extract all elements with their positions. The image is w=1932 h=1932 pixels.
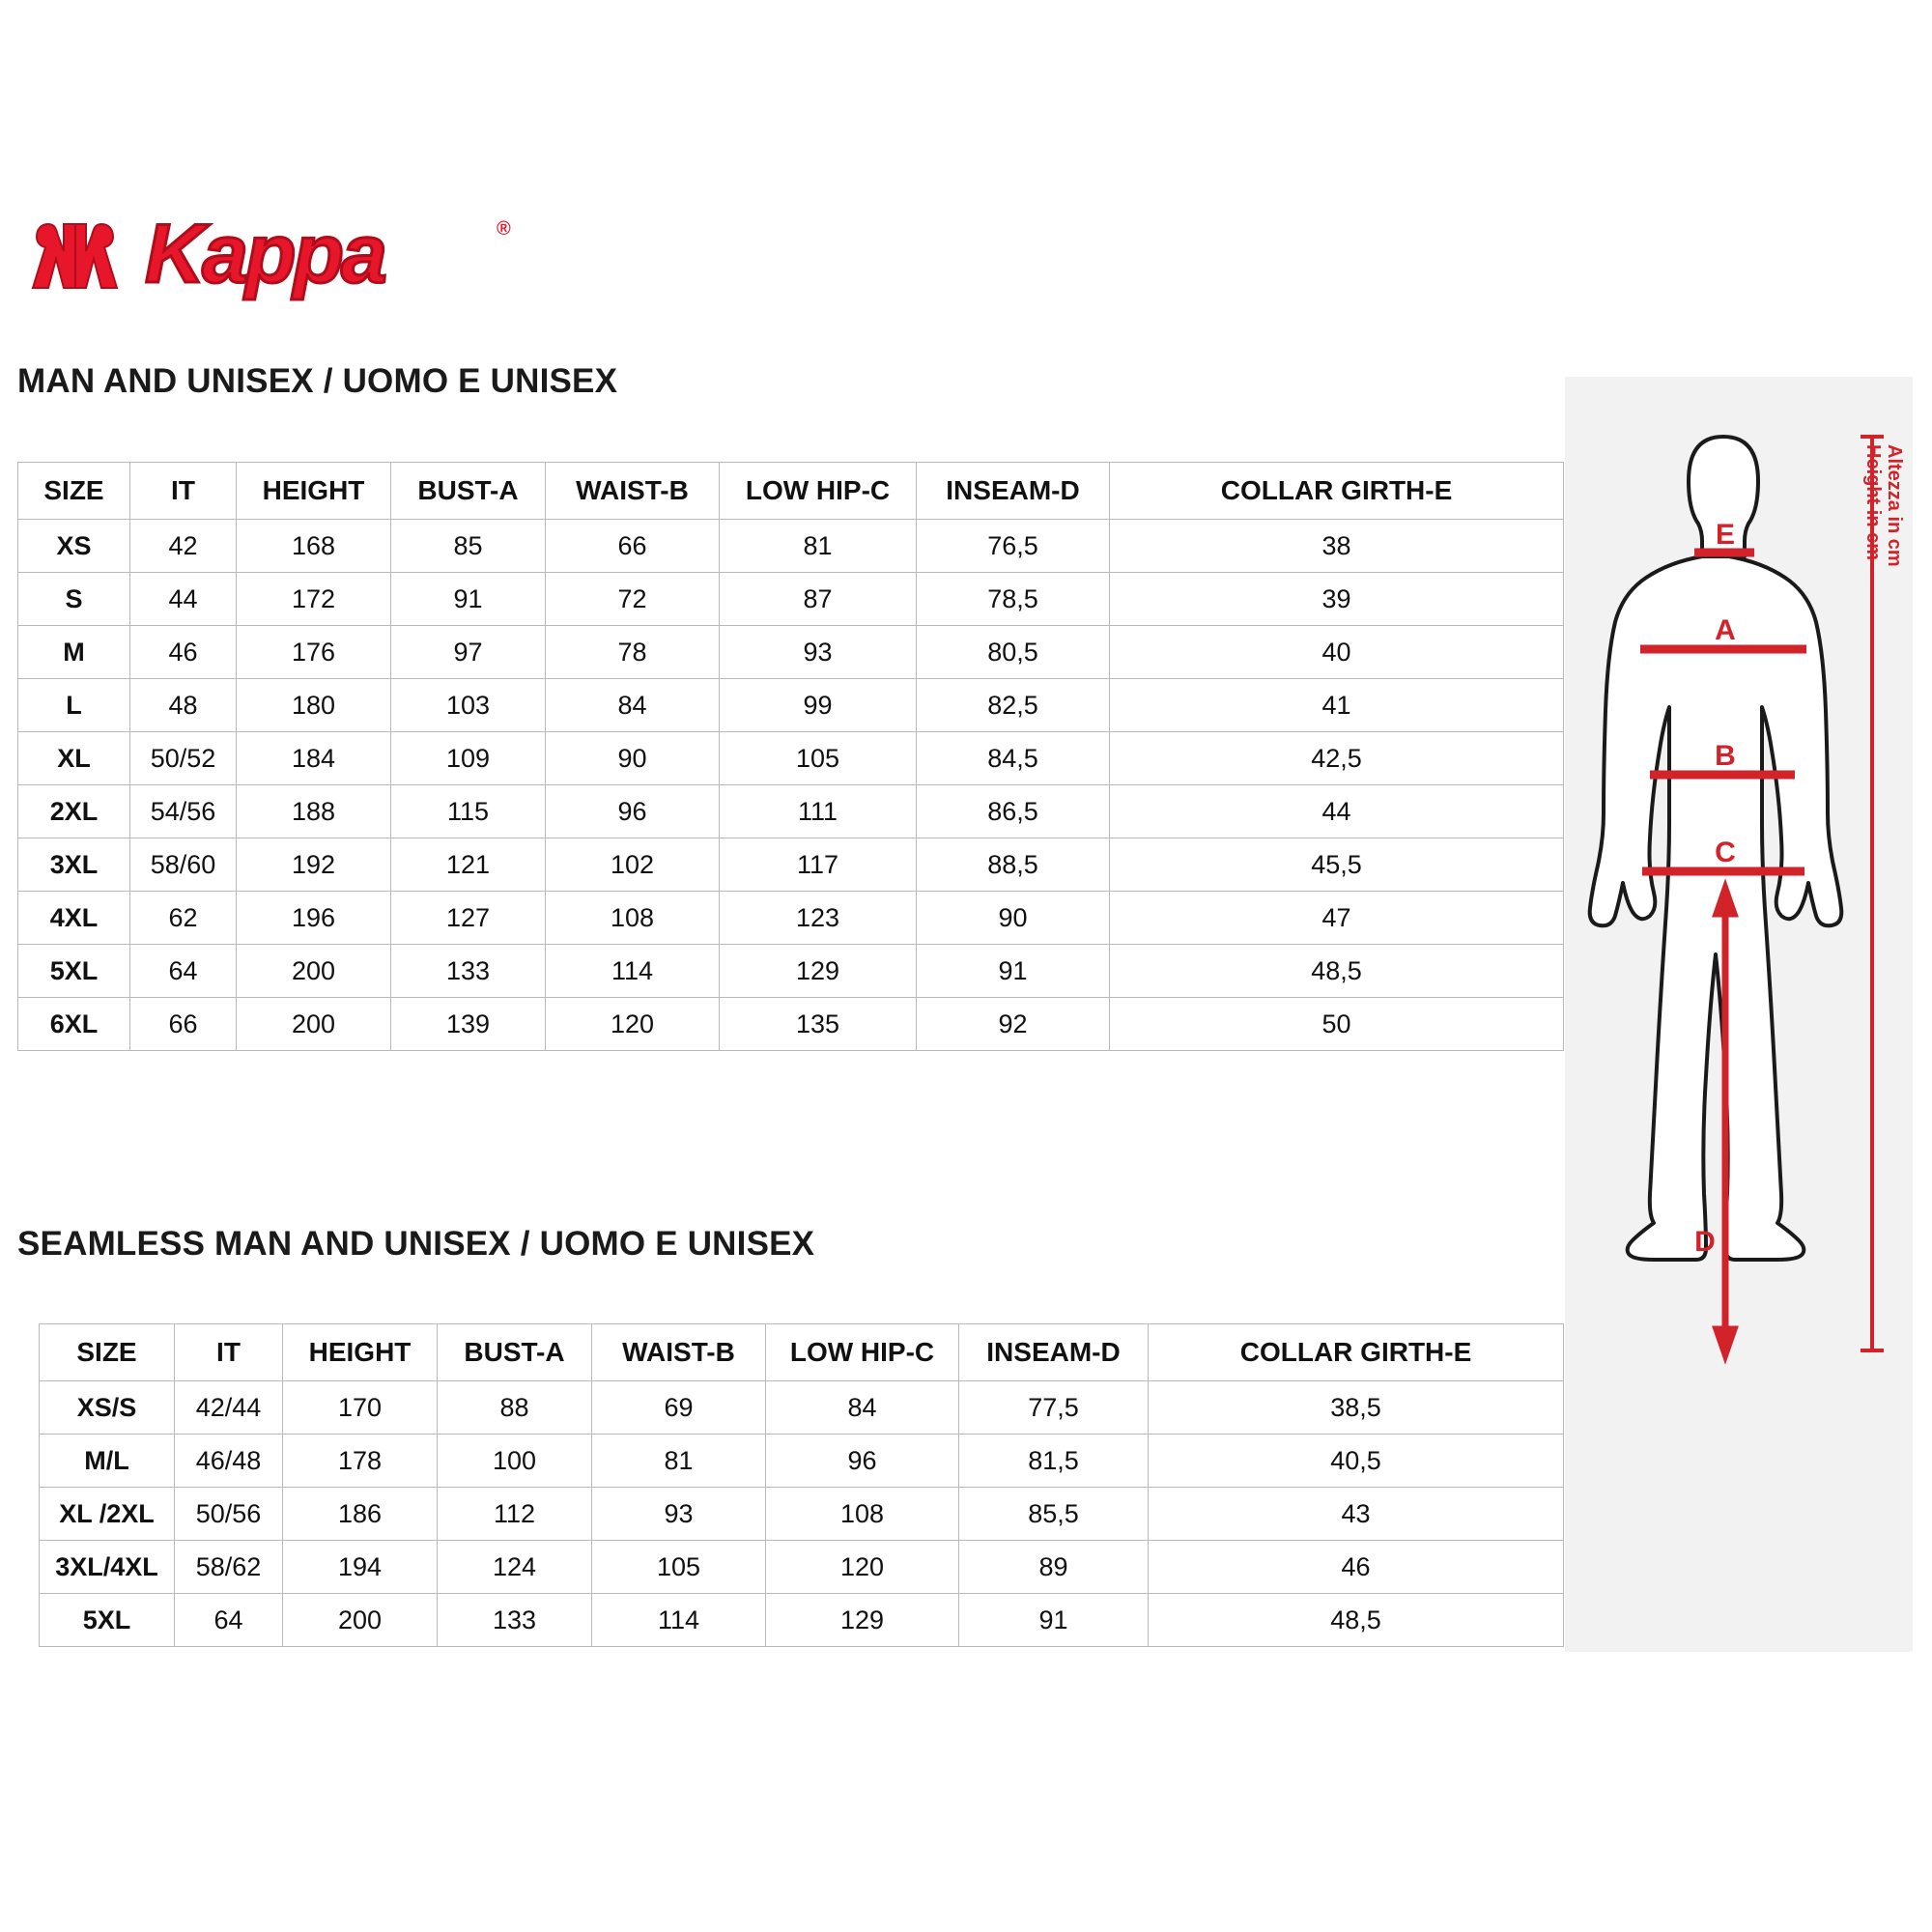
cell-inseam: 77,5 — [959, 1381, 1149, 1435]
cell-bust: 139 — [391, 998, 546, 1051]
cell-bust: 103 — [391, 679, 546, 732]
cell-low-hip: 129 — [766, 1594, 959, 1647]
section-title-seamless: SEAMLESS MAN AND UNISEX / UOMO E UNISEX — [17, 1225, 815, 1263]
brand-wordmark: Kappa — [145, 208, 384, 300]
column-header: LOW HIP-C — [766, 1324, 959, 1381]
cell-bust: 88 — [438, 1381, 592, 1435]
cell-size: 3XL/4XL — [40, 1541, 175, 1594]
column-header: WAIST-B — [592, 1324, 766, 1381]
column-header: WAIST-B — [546, 463, 720, 520]
marker-label-E: E — [1715, 519, 1736, 551]
cell-size: 2XL — [18, 785, 130, 838]
cell-height: 192 — [237, 838, 391, 892]
size-table-man — [17, 462, 1564, 1051]
cell-height: 170 — [283, 1381, 438, 1435]
cell-inseam: 85,5 — [959, 1488, 1149, 1541]
cell-it: 46 — [130, 626, 237, 679]
cell-it: 48 — [130, 679, 237, 732]
cell-size: 4XL — [18, 892, 130, 945]
cell-size: XS — [18, 520, 130, 573]
cell-low-hip: 105 — [720, 732, 917, 785]
cell-inseam: 76,5 — [917, 520, 1110, 573]
column-header: HEIGHT — [237, 463, 391, 520]
column-header: BUST-A — [391, 463, 546, 520]
cell-inseam: 78,5 — [917, 573, 1110, 626]
cell-height: 200 — [237, 945, 391, 998]
cell-size: 5XL — [18, 945, 130, 998]
cell-it: 64 — [130, 945, 237, 998]
cell-waist: 120 — [546, 998, 720, 1051]
cell-low-hip: 129 — [720, 945, 917, 998]
table-row — [18, 785, 1564, 838]
cell-height: 176 — [237, 626, 391, 679]
marker-label-D: D — [1694, 1226, 1716, 1258]
cell-low-hip: 84 — [766, 1381, 959, 1435]
cell-inseam: 84,5 — [917, 732, 1110, 785]
cell-collar: 48,5 — [1149, 1594, 1564, 1647]
cell-bust: 109 — [391, 732, 546, 785]
cell-collar: 48,5 — [1110, 945, 1564, 998]
cell-bust: 91 — [391, 573, 546, 626]
cell-bust: 97 — [391, 626, 546, 679]
cell-size: 3XL — [18, 838, 130, 892]
cell-bust: 133 — [438, 1594, 592, 1647]
table-row — [40, 1381, 1564, 1435]
cell-low-hip: 99 — [720, 679, 917, 732]
cell-waist: 114 — [592, 1594, 766, 1647]
cell-bust: 121 — [391, 838, 546, 892]
cell-inseam: 82,5 — [917, 679, 1110, 732]
cell-it: 62 — [130, 892, 237, 945]
cell-size: XL /2XL — [40, 1488, 175, 1541]
cell-bust: 100 — [438, 1435, 592, 1488]
cell-collar: 41 — [1110, 679, 1564, 732]
kappa-omini-icon — [19, 218, 130, 294]
cell-height: 188 — [237, 785, 391, 838]
cell-waist: 93 — [592, 1488, 766, 1541]
marker-label-C: C — [1715, 837, 1736, 868]
cell-size: 5XL — [40, 1594, 175, 1647]
table-row — [18, 838, 1564, 892]
height-label-it: Altezza in cm — [1884, 444, 1905, 567]
cell-it: 42/44 — [175, 1381, 283, 1435]
size-table-seamless — [39, 1323, 1564, 1647]
cell-low-hip: 93 — [720, 626, 917, 679]
cell-bust: 85 — [391, 520, 546, 573]
cell-collar: 45,5 — [1110, 838, 1564, 892]
brand-logo — [19, 208, 522, 301]
table-row — [40, 1488, 1564, 1541]
cell-it: 64 — [175, 1594, 283, 1647]
cell-size: XL — [18, 732, 130, 785]
cell-collar: 50 — [1110, 998, 1564, 1051]
cell-it: 58/62 — [175, 1541, 283, 1594]
cell-waist: 96 — [546, 785, 720, 838]
cell-it: 58/60 — [130, 838, 237, 892]
column-header: COLLAR GIRTH-E — [1149, 1324, 1564, 1381]
cell-inseam: 91 — [917, 945, 1110, 998]
cell-low-hip: 120 — [766, 1541, 959, 1594]
table-header-row — [18, 463, 1564, 520]
cell-waist: 66 — [546, 520, 720, 573]
cell-low-hip: 96 — [766, 1435, 959, 1488]
cell-size: M/L — [40, 1435, 175, 1488]
cell-inseam: 89 — [959, 1541, 1149, 1594]
cell-waist: 108 — [546, 892, 720, 945]
cell-height: 178 — [283, 1435, 438, 1488]
cell-waist: 72 — [546, 573, 720, 626]
table-row — [18, 679, 1564, 732]
marker-label-A: A — [1715, 614, 1736, 646]
cell-low-hip: 108 — [766, 1488, 959, 1541]
cell-bust: 124 — [438, 1541, 592, 1594]
cell-height: 172 — [237, 573, 391, 626]
cell-waist: 69 — [592, 1381, 766, 1435]
cell-height: 194 — [283, 1541, 438, 1594]
cell-inseam: 92 — [917, 998, 1110, 1051]
cell-it: 44 — [130, 573, 237, 626]
cell-collar: 40 — [1110, 626, 1564, 679]
column-header: SIZE — [40, 1324, 175, 1381]
cell-waist: 84 — [546, 679, 720, 732]
cell-height: 200 — [237, 998, 391, 1051]
cell-bust: 112 — [438, 1488, 592, 1541]
cell-collar: 42,5 — [1110, 732, 1564, 785]
table-row — [18, 892, 1564, 945]
table-row — [18, 520, 1564, 573]
cell-collar: 44 — [1110, 785, 1564, 838]
cell-waist: 78 — [546, 626, 720, 679]
cell-waist: 102 — [546, 838, 720, 892]
cell-collar: 38 — [1110, 520, 1564, 573]
cell-height: 184 — [237, 732, 391, 785]
cell-height: 200 — [283, 1594, 438, 1647]
cell-waist: 105 — [592, 1541, 766, 1594]
cell-inseam: 88,5 — [917, 838, 1110, 892]
cell-size: S — [18, 573, 130, 626]
cell-size: L — [18, 679, 130, 732]
cell-collar: 39 — [1110, 573, 1564, 626]
height-label-en: Height in cm — [1862, 444, 1884, 561]
cell-it: 50/56 — [175, 1488, 283, 1541]
cell-it: 42 — [130, 520, 237, 573]
mannequin-measurement-diagram-icon — [1565, 377, 1913, 1652]
table-row — [18, 732, 1564, 785]
cell-waist: 114 — [546, 945, 720, 998]
column-header: INSEAM-D — [959, 1324, 1149, 1381]
cell-low-hip: 117 — [720, 838, 917, 892]
cell-low-hip: 135 — [720, 998, 917, 1051]
cell-size: M — [18, 626, 130, 679]
column-header: IT — [175, 1324, 283, 1381]
table-row — [18, 945, 1564, 998]
column-header: BUST-A — [438, 1324, 592, 1381]
cell-bust: 127 — [391, 892, 546, 945]
cell-height: 196 — [237, 892, 391, 945]
table-row — [40, 1435, 1564, 1488]
cell-inseam: 91 — [959, 1594, 1149, 1647]
table-row — [18, 998, 1564, 1051]
cell-height: 180 — [237, 679, 391, 732]
column-header: COLLAR GIRTH-E — [1110, 463, 1564, 520]
cell-waist: 90 — [546, 732, 720, 785]
cell-inseam: 81,5 — [959, 1435, 1149, 1488]
measurement-figure-panel — [1565, 377, 1913, 1652]
cell-it: 50/52 — [130, 732, 237, 785]
cell-size: 6XL — [18, 998, 130, 1051]
cell-collar: 43 — [1149, 1488, 1564, 1541]
cell-collar: 40,5 — [1149, 1435, 1564, 1488]
section-title-man: MAN AND UNISEX / UOMO E UNISEX — [17, 362, 618, 400]
cell-low-hip: 111 — [720, 785, 917, 838]
table-row — [40, 1541, 1564, 1594]
column-header: HEIGHT — [283, 1324, 438, 1381]
cell-it: 66 — [130, 998, 237, 1051]
table-row — [18, 573, 1564, 626]
registered-mark: ® — [497, 218, 511, 240]
table-row — [18, 626, 1564, 679]
cell-inseam: 80,5 — [917, 626, 1110, 679]
table-header-row — [40, 1324, 1564, 1381]
column-header: SIZE — [18, 463, 130, 520]
marker-label-B: B — [1715, 740, 1736, 772]
table-row — [40, 1594, 1564, 1647]
cell-bust: 133 — [391, 945, 546, 998]
cell-collar: 38,5 — [1149, 1381, 1564, 1435]
cell-inseam: 86,5 — [917, 785, 1110, 838]
cell-size: XS/S — [40, 1381, 175, 1435]
cell-bust: 115 — [391, 785, 546, 838]
cell-low-hip: 87 — [720, 573, 917, 626]
cell-collar: 47 — [1110, 892, 1564, 945]
cell-low-hip: 123 — [720, 892, 917, 945]
column-header: INSEAM-D — [917, 463, 1110, 520]
cell-it: 54/56 — [130, 785, 237, 838]
cell-waist: 81 — [592, 1435, 766, 1488]
cell-inseam: 90 — [917, 892, 1110, 945]
height-axis-labels — [1862, 444, 1915, 676]
cell-height: 186 — [283, 1488, 438, 1541]
cell-it: 46/48 — [175, 1435, 283, 1488]
column-header: IT — [130, 463, 237, 520]
cell-collar: 46 — [1149, 1541, 1564, 1594]
cell-height: 168 — [237, 520, 391, 573]
cell-low-hip: 81 — [720, 520, 917, 573]
column-header: LOW HIP-C — [720, 463, 917, 520]
